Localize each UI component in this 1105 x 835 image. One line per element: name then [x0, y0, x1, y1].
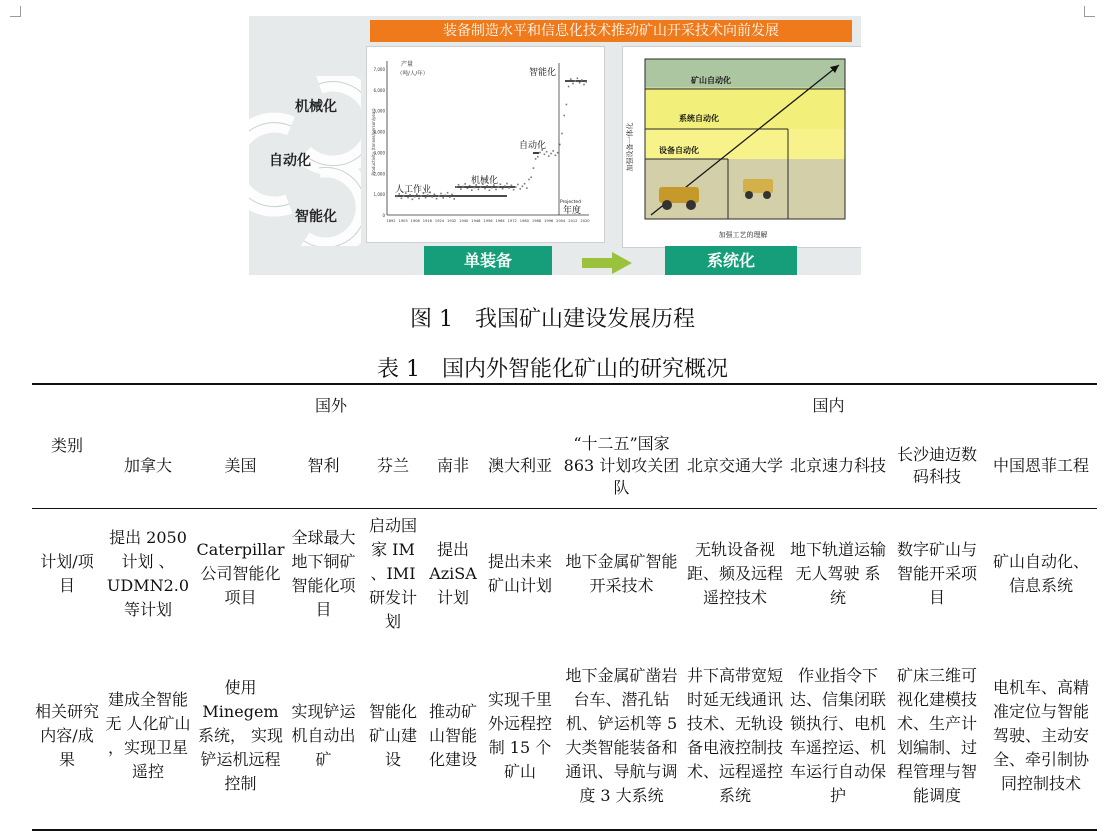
data-point — [447, 192, 449, 194]
table-cell: 地下轨道运输无人驾驶 系 统 — [790, 540, 887, 607]
level-mine: 矿山自动化 — [691, 76, 731, 85]
sys-y-axis-label: 加强设备一体化 — [626, 122, 634, 172]
data-point — [436, 198, 438, 200]
cycle-label-intelligence: 智能化 — [295, 209, 337, 225]
row-label: 相关研究内容/成果 — [35, 702, 100, 769]
y-tick-label: 5,000 — [373, 108, 385, 114]
figure-caption: 图 1 我国矿山建设发展历程 — [410, 307, 695, 332]
data-point — [546, 151, 548, 153]
data-point — [456, 187, 458, 189]
data-point — [420, 195, 422, 197]
stage-cycle — [249, 76, 361, 246]
data-point — [502, 188, 504, 190]
column-header: “十二五”国家 863 计划攻关团队 — [563, 434, 680, 497]
data-point — [544, 154, 546, 156]
table-cell: 智能化矿山建设 — [368, 702, 417, 769]
data-point — [440, 193, 442, 195]
table-cell: 实现铲运机自动出矿 — [291, 702, 356, 769]
data-point — [572, 83, 574, 85]
data-point — [530, 177, 532, 179]
data-point — [425, 197, 427, 199]
data-point — [513, 189, 515, 191]
data-point — [557, 152, 559, 154]
data-point — [550, 153, 552, 155]
level-system: 系统自动化 — [679, 114, 719, 123]
stage-label-automation: 自动化 — [519, 141, 547, 151]
data-point — [574, 80, 576, 82]
stage-label-manual: 人工作业 — [395, 185, 432, 195]
data-point — [579, 82, 581, 84]
data-point — [491, 187, 493, 189]
column-header: 加拿大 — [123, 456, 172, 475]
x-tick-label: 2020 — [580, 219, 590, 223]
data-point — [401, 198, 403, 200]
y-tick-label: 2,000 — [373, 171, 385, 177]
y-axis-rotated-label: Productivity (tonnes/person/year) — [371, 108, 376, 176]
data-point — [471, 189, 473, 191]
data-point — [583, 84, 585, 86]
column-header: 智利 — [307, 456, 340, 475]
data-point — [526, 187, 528, 189]
data-point — [506, 183, 508, 185]
cycle-label-automation: 自动化 — [269, 153, 311, 169]
table-bottom-rule — [32, 829, 1097, 831]
data-point — [480, 186, 482, 188]
table-cell: 作业指令下达、信集闭联锁执行、电机车遥控运、机车运行自动保护 — [790, 666, 887, 805]
data-point — [522, 186, 524, 188]
data-point — [515, 186, 517, 188]
x-tick-label: 1908 — [410, 219, 420, 223]
table-cell: 电机车、高精准定位与智能驾驶、主动安全、牵引制协同控制技术 — [992, 678, 1089, 793]
sys-x-axis-label: 加强工艺的理解 — [718, 231, 768, 239]
table-cell: 地下金属矿智能开采技术 — [565, 552, 678, 595]
data-point — [473, 187, 475, 189]
automation-levels-svg — [623, 47, 861, 247]
right-arrow-icon — [582, 252, 634, 274]
x-axis-title: 年度 — [563, 206, 582, 216]
data-point — [537, 156, 539, 158]
data-point — [412, 199, 414, 201]
systematization-label: 系统化 — [665, 246, 797, 275]
data-point — [403, 195, 405, 197]
crop-mark-left — [10, 6, 21, 17]
y-tick-label: 7,000 — [373, 67, 385, 72]
data-point — [581, 79, 583, 81]
data-point — [414, 196, 416, 198]
data-point — [478, 189, 480, 191]
data-point — [552, 150, 554, 152]
table-top-rule — [32, 383, 1097, 385]
data-point — [548, 155, 550, 157]
table-cell: 提出未来矿山计划 — [487, 552, 552, 595]
table-cell: 建成全智能无 人化矿山 ，实现卫星遥控 — [105, 690, 191, 781]
table-cell: 数字矿山与智能开采项目 — [896, 540, 977, 607]
data-point — [577, 78, 579, 80]
data-point — [517, 184, 519, 186]
table-cell: 提出 AziSA 计划 — [429, 540, 477, 607]
single-equipment-label: 单装备 — [424, 246, 552, 275]
data-point — [568, 86, 570, 88]
data-point — [495, 189, 497, 191]
data-point — [528, 179, 530, 181]
table-cell: 井下高带宽短时延无线通讯技术、无轨设备电液控制技术、远程遥控系统 — [686, 666, 783, 805]
x-tick-label: 1903 — [398, 219, 408, 223]
data-point — [407, 197, 409, 199]
y-tick-label: 6,000 — [373, 87, 385, 93]
cycle-label-mechanization: 机械化 — [295, 99, 337, 115]
x-tick-label: 1948 — [471, 219, 481, 223]
data-point — [561, 133, 563, 135]
data-point — [524, 183, 526, 185]
table-cell: 提出 2050 计划 、UDMN2.0 等计划 — [106, 528, 190, 619]
x-tick-label: 1996 — [544, 219, 554, 223]
x-tick-label: 1988 — [531, 219, 542, 223]
data-point — [453, 198, 455, 200]
data-point — [555, 155, 557, 157]
productivity-chart-svg — [367, 47, 604, 242]
column-header: 中国恩菲工程 — [992, 456, 1089, 475]
y-tick-label: 3,000 — [373, 150, 385, 156]
table-cell: 矿床三维可视化建模技术、生产计划编制、过程管理与智能调度 — [896, 666, 977, 805]
x-tick-label: 1916 — [422, 219, 432, 223]
data-point — [585, 81, 587, 83]
column-header: 长沙迪迈数码科技 — [896, 445, 977, 486]
x-tick-label: 1956 — [483, 219, 493, 223]
data-point — [460, 188, 462, 190]
x-tick-label: 1964 — [495, 219, 505, 223]
table-cell: 启动国家 IM 、IMI 研发计划 — [368, 516, 417, 631]
table-cell: 使用 Minegem 系统， 实现铲运机远程控制 — [197, 678, 284, 793]
data-point — [451, 194, 453, 196]
stage-label-mechanization: 机械化 — [471, 176, 499, 186]
projected-label: Projected — [560, 200, 582, 205]
figure-banner: 装备制造水平和信息化技术推动矿山开采技术向前发展 — [370, 20, 852, 42]
data-point — [418, 198, 420, 200]
y-tick-label: 4,000 — [373, 129, 385, 135]
data-point — [438, 195, 440, 197]
data-point — [563, 115, 565, 117]
table-cell: 矿山自动化、信息系统 — [992, 552, 1089, 595]
x-tick-label: 2012 — [568, 219, 578, 223]
column-header: 美国 — [224, 456, 257, 475]
data-point — [535, 158, 537, 160]
data-point — [434, 194, 436, 196]
row-label: 计划/项目 — [40, 552, 94, 595]
table-cell: Caterpillar 公司智能化项目 — [196, 540, 285, 607]
figure-image — [249, 16, 861, 275]
data-point — [539, 152, 541, 154]
column-header: 芬兰 — [376, 456, 409, 475]
table-caption: 表 1 国内外智能化矿山的研究概况 — [377, 357, 728, 382]
data-point — [497, 186, 499, 188]
data-point — [500, 184, 502, 186]
crop-mark-right — [1084, 6, 1095, 17]
data-point — [570, 78, 572, 80]
x-tick-label: 2004 — [556, 219, 566, 223]
data-point — [489, 190, 491, 192]
data-point — [449, 196, 451, 198]
category-header: 类别 — [50, 436, 83, 455]
automation-levels-panel — [622, 46, 861, 248]
x-tick-label: 1924 — [434, 219, 445, 223]
table-cell: 无轨设备视距、频及远程遥控技术 — [686, 540, 783, 607]
stage-label-intelligence: 智能化 — [529, 68, 557, 78]
data-point — [467, 188, 469, 190]
table-cell: 全球最大地下铜矿智能化项目 — [291, 528, 356, 619]
x-tick-label: 1940 — [459, 219, 469, 223]
level-equipment: 设备自动化 — [659, 146, 699, 155]
data-point — [508, 187, 510, 189]
data-point — [442, 197, 444, 199]
data-point — [519, 188, 521, 190]
productivity-chart — [366, 46, 605, 243]
data-point — [396, 196, 398, 198]
y-axis-unit: （吨/人/年） — [397, 71, 429, 77]
data-point — [511, 185, 513, 187]
data-point — [445, 195, 447, 197]
y-tick-label: 0 — [382, 213, 385, 218]
table-cell: 地下金属矿凿岩台车、潜孔钻机、铲运机等 5 大类智能装备和通讯、导航与调度 3 大系统 — [565, 666, 678, 805]
column-header: 澳大利亚 — [487, 456, 552, 475]
column-header: 北京交通大学 — [686, 456, 783, 475]
group-header-foreign: 国外 — [314, 396, 347, 415]
y-tick-label: 1,000 — [373, 192, 385, 198]
x-tick-label: 1932 — [447, 219, 457, 223]
table-cell: 推动矿山智能化建设 — [429, 702, 478, 769]
x-tick-label: 1972 — [507, 219, 517, 223]
data-point — [533, 167, 535, 169]
column-header: 南非 — [436, 456, 469, 475]
column-header: 北京速力科技 — [790, 456, 887, 475]
table-header-rule — [32, 508, 1097, 509]
data-point — [464, 183, 466, 185]
data-point — [431, 196, 433, 198]
data-point — [458, 184, 460, 186]
x-tick-label: 1892 — [386, 219, 396, 223]
table-cell: 实现千里外远程控制 15 个矿山 — [487, 690, 552, 781]
data-point — [504, 185, 506, 187]
data-point — [484, 188, 486, 190]
group-header-domestic: 国内 — [812, 396, 845, 415]
x-tick-label: 1980 — [519, 219, 529, 223]
y-axis-title: 产量 — [401, 61, 414, 68]
data-point — [462, 186, 464, 188]
data-point — [566, 104, 568, 106]
